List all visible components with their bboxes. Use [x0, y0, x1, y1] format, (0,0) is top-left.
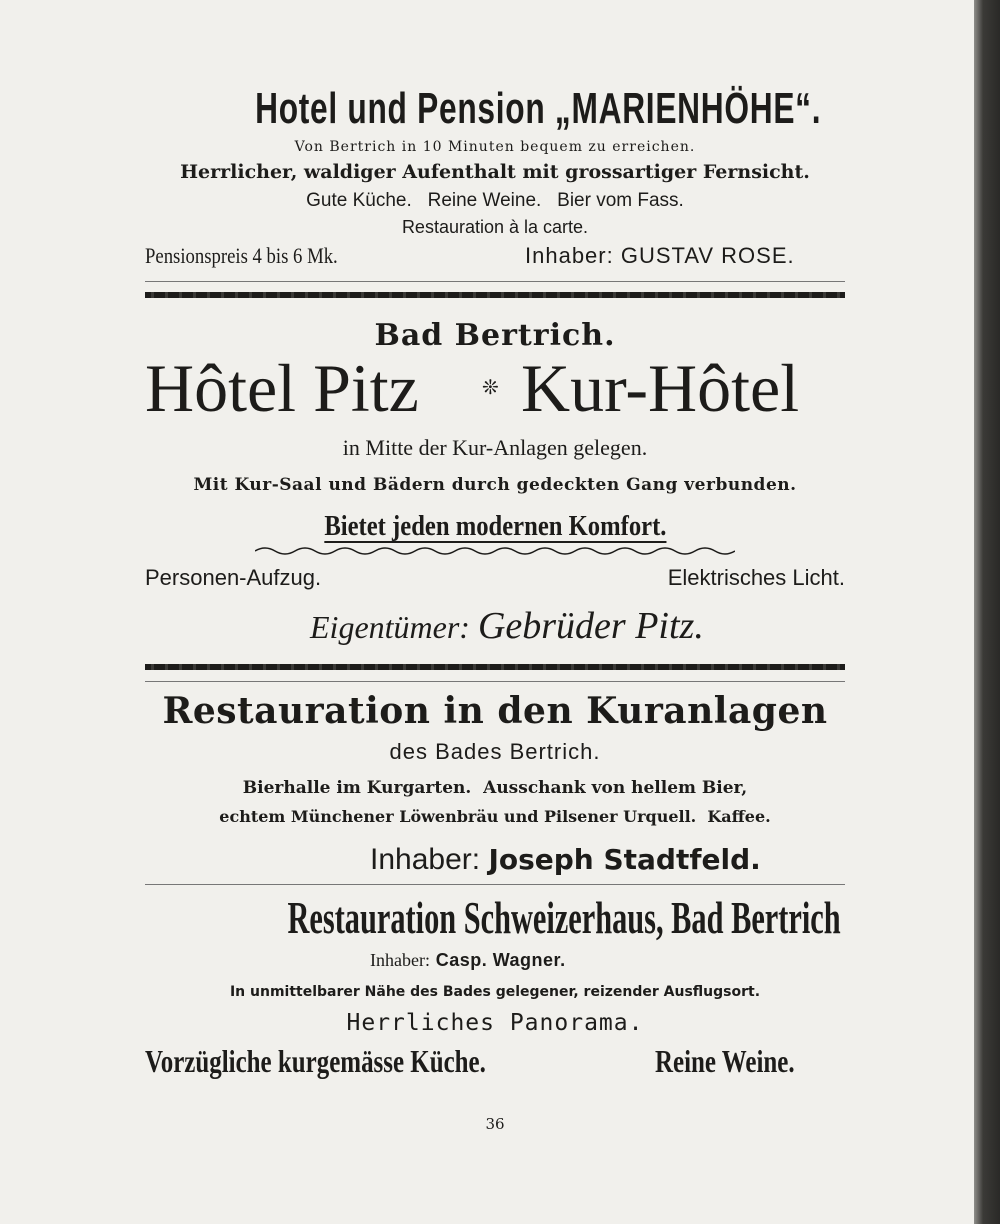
divider-ornament — [145, 664, 845, 670]
kuranlagen-owner-label: Inhaber: — [370, 843, 481, 876]
divider-ornament — [145, 292, 845, 298]
pitz-name — [145, 350, 845, 426]
page-number: 36 — [485, 1115, 505, 1133]
marienhoehe-price: Pensionspreis 4 bis 6 Mk. — [145, 243, 338, 268]
star-icon: ❊ — [482, 375, 499, 399]
kuranlagen-line2: echtem Münchener Löwenbräu und Pilsener Urquell. Kaffee. — [219, 807, 771, 826]
schweizerhaus-cuisine: Vorzügliche kurgemässe Küche. — [145, 1043, 486, 1079]
schweizerhaus-owner-label: Inhaber: — [370, 950, 430, 970]
pitz-place: Bad Bertrich. — [374, 318, 616, 353]
wavy-underline — [255, 545, 735, 557]
schweizerhaus-panorama: Herrliches Panorama. — [346, 1010, 644, 1036]
schweizerhaus-title: Restauration Schweizerhaus, Bad Bertrich — [287, 892, 841, 943]
kuranlagen-title: Restauration in den Kuranlagen — [162, 690, 828, 732]
kuranlagen-owner — [370, 840, 761, 880]
marienhoehe-distance: Von Bertrich in 10 Minuten bequem zu erreichen. — [294, 139, 696, 155]
schweizerhaus-location: In unmittelbarer Nähe des Bades gelegener, reizender Ausflugsort. — [229, 984, 761, 1000]
pitz-owners — [310, 604, 704, 649]
marienhoehe-fare: Gute Küche. Reine Weine. Bier vom Fass. — [306, 190, 684, 211]
marienhoehe-owner: Inhaber: GUSTAV ROSE. — [525, 243, 795, 268]
schweizerhaus-wines: Reine Weine. — [655, 1043, 795, 1079]
pitz-comfort: Bietet jeden modernen Komfort. — [323, 511, 667, 542]
marienhoehe-restaurant: Restauration à la carte. — [401, 217, 589, 237]
book-spine — [974, 0, 1000, 1224]
marienhoehe-stay: Herrlicher, waldiger Aufenthalt mit grossartiger Fernsicht. — [180, 161, 810, 183]
divider — [145, 281, 845, 282]
schweizerhaus-owner-name: Casp. Wagner. — [435, 950, 566, 970]
divider — [145, 884, 845, 885]
kuranlagen-subtitle: des Bades Bertrich. — [389, 739, 601, 764]
pitz-owners-name: Gebrüder Pitz. — [477, 605, 704, 647]
pitz-light: Elektrisches Licht. — [667, 565, 845, 590]
pitz-name-right: Kur-Hôtel — [521, 350, 800, 426]
marienhoehe-title: Hotel und Pension „MARIENHÖHE“. — [255, 84, 822, 133]
kuranlagen-owner-name: Joseph Stadtfeld. — [488, 843, 761, 876]
kuranlagen-line1: Bierhalle im Kurgarten. Ausschank von hellem Bier, — [242, 778, 748, 798]
divider — [145, 681, 845, 682]
schweizerhaus-owner — [370, 948, 566, 973]
pitz-owners-label: Eigentümer: — [310, 609, 470, 645]
pitz-elevator: Personen-Aufzug. — [145, 565, 322, 590]
pitz-name-left: Hôtel Pitz — [145, 350, 419, 426]
pitz-location: in Mitte der Kur-Anlagen gelegen. — [342, 435, 648, 460]
pitz-connection: Mit Kur-Saal und Bädern durch gedeckten Gang verbunden. — [193, 475, 797, 495]
